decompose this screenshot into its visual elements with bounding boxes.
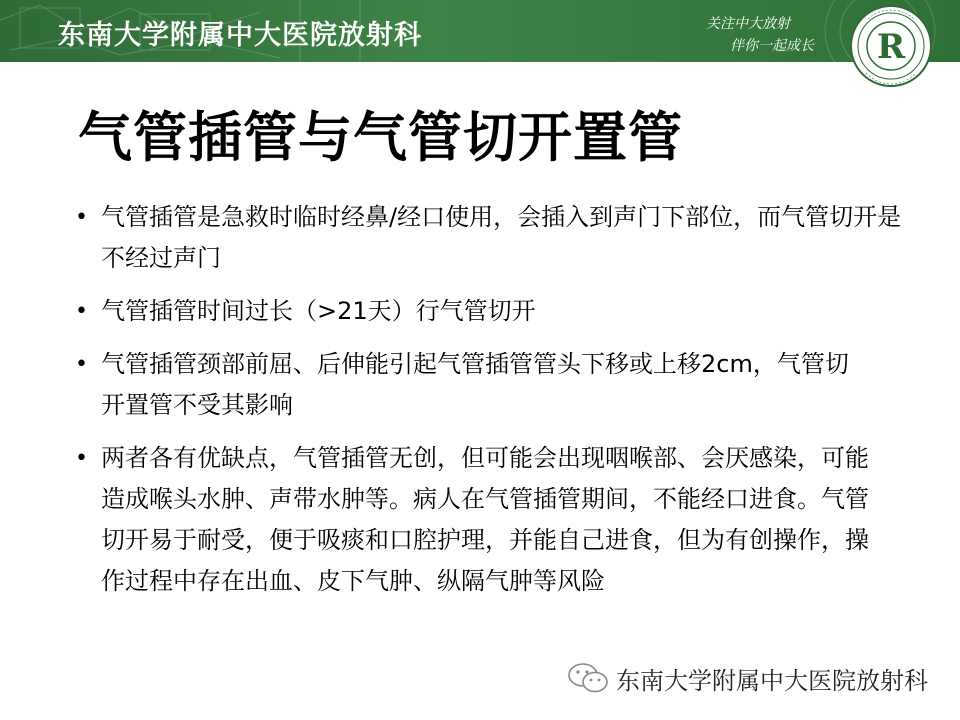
- header-slogan-line1: 关注中大放射: [706, 16, 790, 32]
- slide-title: 气管插管与气管切开置管: [78, 106, 683, 169]
- bullet-list: [75, 197, 915, 614]
- bullet-symbol: •: [75, 205, 88, 230]
- header-band: [0, 0, 960, 62]
- bullet-text: 气管插管颈部前屈、后伸能引起气管插管管头下移或上移2cm，气管切开置管不受其影响: [101, 350, 849, 419]
- bullet-text: 气管插管是急救时临时经鼻/经口使用，会插入到声门下部位，而气管切开是不经过声门: [101, 203, 902, 272]
- bullet-text: 两者各有优缺点，气管插管无创，但可能会出现咽喉部、会厌感染，可能造成喉头水肿、声带水肿等。病人在气管插管期间，不能经口进食。气管切开易于耐受，便于吸痰和口腔护理，并能自己进食，但为有创操作，操作过程中存在出血、皮下气肿、纵隔气肿等风险: [101, 444, 869, 595]
- bullet-item: [75, 438, 891, 602]
- bullet-text: 气管插管时间过长（>21天）行气管切开: [101, 297, 536, 325]
- bullet-symbol: •: [75, 352, 88, 377]
- header-title: 东南大学附属中大医院放射科: [58, 20, 422, 51]
- bullet-item: [75, 197, 915, 279]
- wechat-watermark: [566, 660, 928, 696]
- bullet-item: [75, 291, 915, 332]
- header-slogan-line2: 伴你一起成长: [730, 38, 814, 54]
- wechat-icon: [566, 661, 610, 695]
- bullet-item: [75, 344, 861, 426]
- bullet-symbol: •: [75, 446, 88, 471]
- hospital-logo-icon: [848, 3, 934, 89]
- watermark-text: 东南大学附属中大医院放射科: [616, 666, 928, 695]
- bullet-symbol: •: [75, 299, 88, 324]
- logo-letter: R: [876, 27, 906, 67]
